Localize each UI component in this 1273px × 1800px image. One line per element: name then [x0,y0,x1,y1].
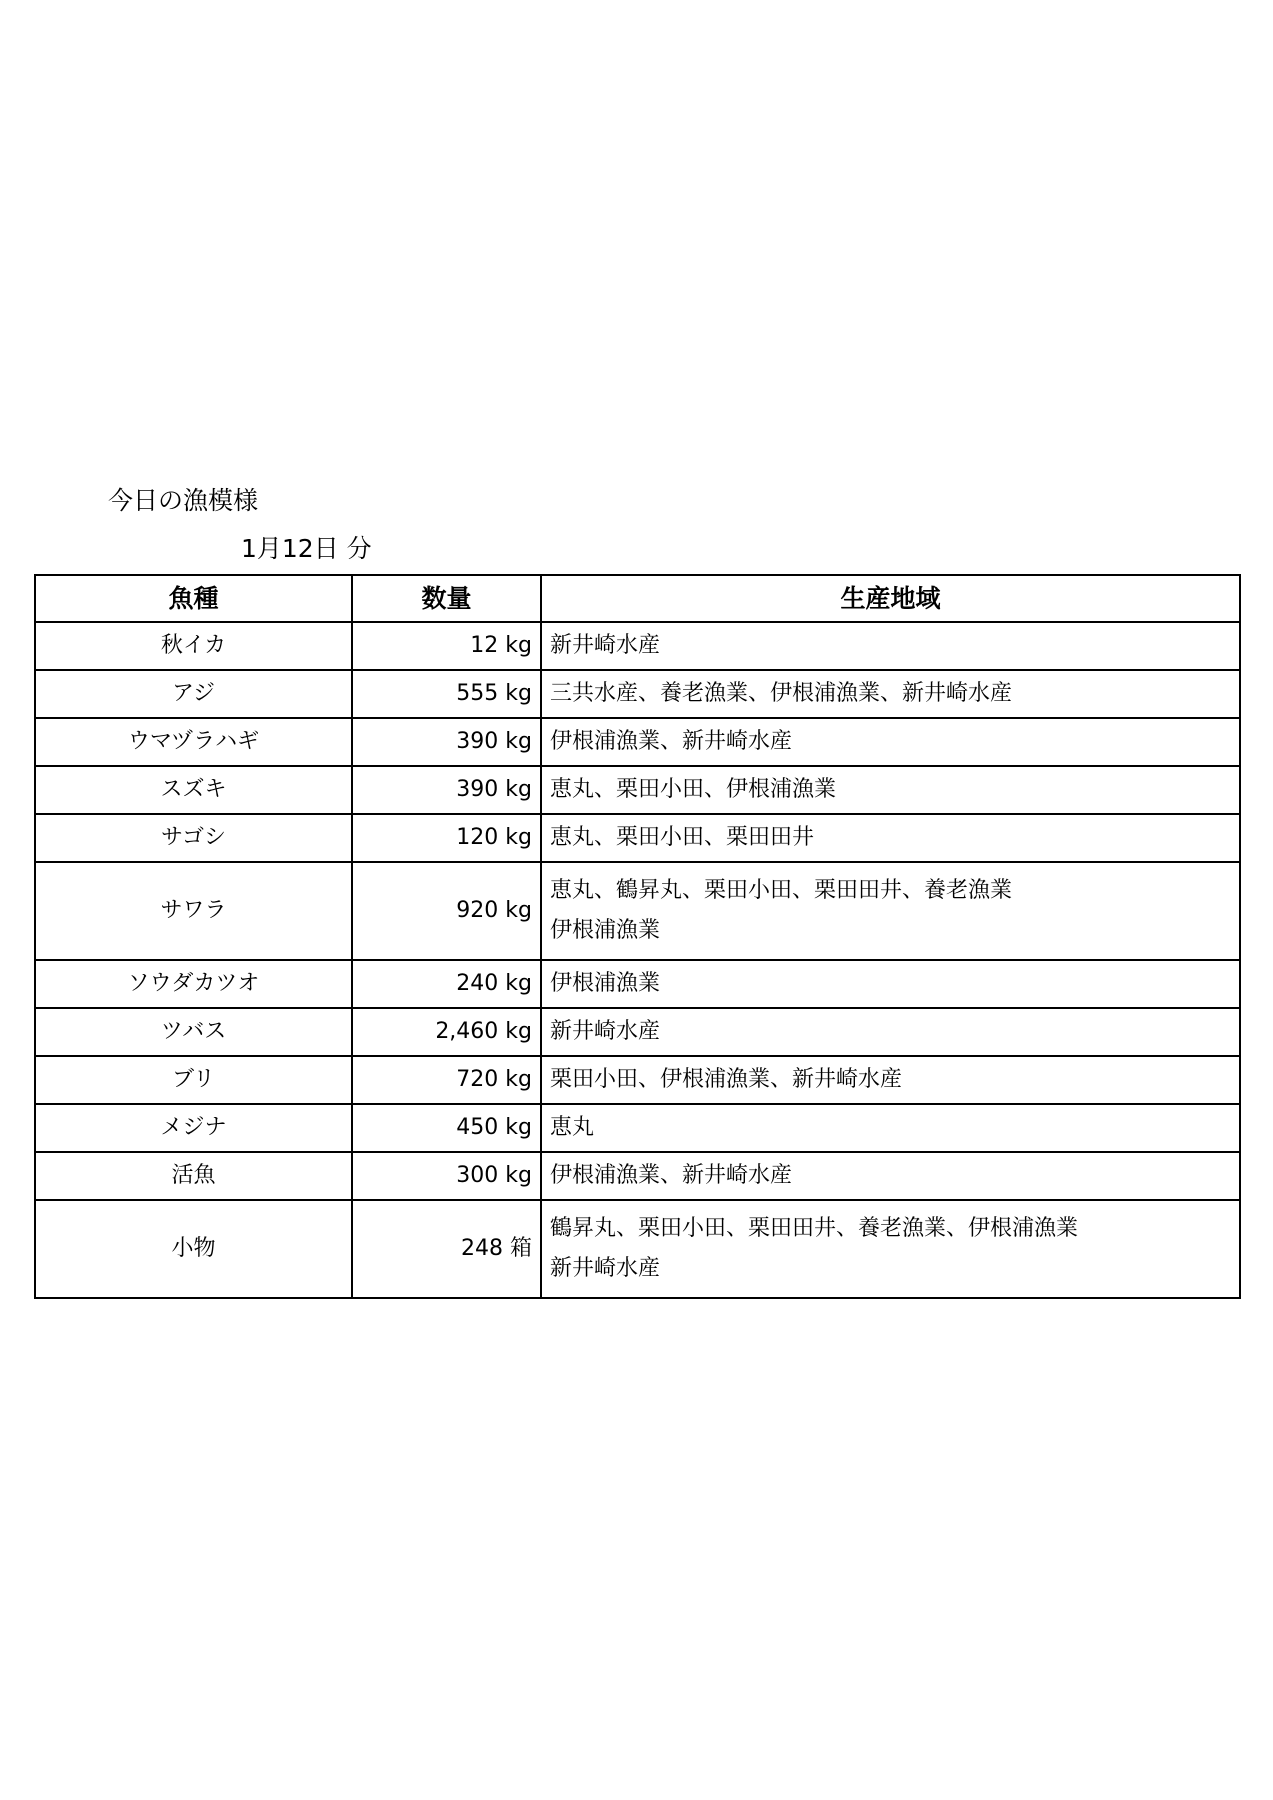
table-body [35,622,1240,1298]
species-cell: サワラ [35,862,352,960]
quantity-cell: 240 kg [352,960,541,1008]
table-row [35,718,1240,766]
table-row [35,1056,1240,1104]
region-line: 鶴昇丸、栗田小田、栗田田井、養老漁業、伊根浦漁業 [550,1216,1079,1241]
species-cell: メジナ [35,1104,352,1152]
table-row [35,1104,1240,1152]
region-line: 新井崎水産 [550,1256,661,1281]
region-line: 新井崎水産 [550,633,661,658]
species-cell: 活魚 [35,1152,352,1200]
region-line: 伊根浦漁業、新井崎水産 [550,729,793,754]
region-cell [541,718,1240,766]
region-cell [541,622,1240,670]
document-date: 1月12日 分 [241,534,372,563]
region-cell [541,670,1240,718]
quantity-cell: 248 箱 [352,1200,541,1298]
quantity-cell: 390 kg [352,718,541,766]
table-header-row [35,575,1240,622]
region-line: 栗田小田、伊根浦漁業、新井崎水産 [550,1067,903,1092]
region-cell [541,862,1240,960]
header-species: 魚種 [35,575,352,622]
region-cell [541,814,1240,862]
quantity-cell: 720 kg [352,1056,541,1104]
species-cell: ソウダカツオ [35,960,352,1008]
quantity-cell: 555 kg [352,670,541,718]
quantity-cell: 2,460 kg [352,1008,541,1056]
table-row [35,622,1240,670]
quantity-cell: 920 kg [352,862,541,960]
quantity-cell: 390 kg [352,766,541,814]
table-row [35,1152,1240,1200]
table-row [35,1008,1240,1056]
header-region: 生産地域 [541,575,1240,622]
region-cell [541,960,1240,1008]
species-cell: ブリ [35,1056,352,1104]
table-row [35,670,1240,718]
species-cell: アジ [35,670,352,718]
region-line: 恵丸、栗田小田、栗田田井 [550,825,815,850]
quantity-cell: 120 kg [352,814,541,862]
table-row [35,862,1240,960]
region-cell [541,1008,1240,1056]
table-row [35,1200,1240,1298]
region-line: 新井崎水産 [550,1019,661,1044]
table-row [35,766,1240,814]
table-row [35,960,1240,1008]
quantity-cell: 450 kg [352,1104,541,1152]
region-line: 伊根浦漁業 [550,971,661,996]
region-cell [541,1200,1240,1298]
region-line: 恵丸、鶴昇丸、栗田小田、栗田田井、養老漁業 [550,878,1013,903]
region-line: 伊根浦漁業 [550,918,661,943]
quantity-cell: 12 kg [352,622,541,670]
region-cell [541,1056,1240,1104]
species-cell: ウマヅラハギ [35,718,352,766]
region-cell [541,1104,1240,1152]
region-line: 三共水産、養老漁業、伊根浦漁業、新井崎水産 [550,681,1013,706]
species-cell: ツバス [35,1008,352,1056]
table-row [35,814,1240,862]
region-line: 恵丸 [550,1115,595,1140]
species-cell: 小物 [35,1200,352,1298]
species-cell: 秋イカ [35,622,352,670]
region-cell [541,1152,1240,1200]
region-line: 伊根浦漁業、新井崎水産 [550,1163,793,1188]
document-title: 今日の漁模様 [108,486,259,515]
species-cell: スズキ [35,766,352,814]
header-quantity: 数量 [352,575,541,622]
catch-table [34,574,1241,1299]
region-cell [541,766,1240,814]
region-line: 恵丸、栗田小田、伊根浦漁業 [550,777,837,802]
quantity-cell: 300 kg [352,1152,541,1200]
species-cell: サゴシ [35,814,352,862]
